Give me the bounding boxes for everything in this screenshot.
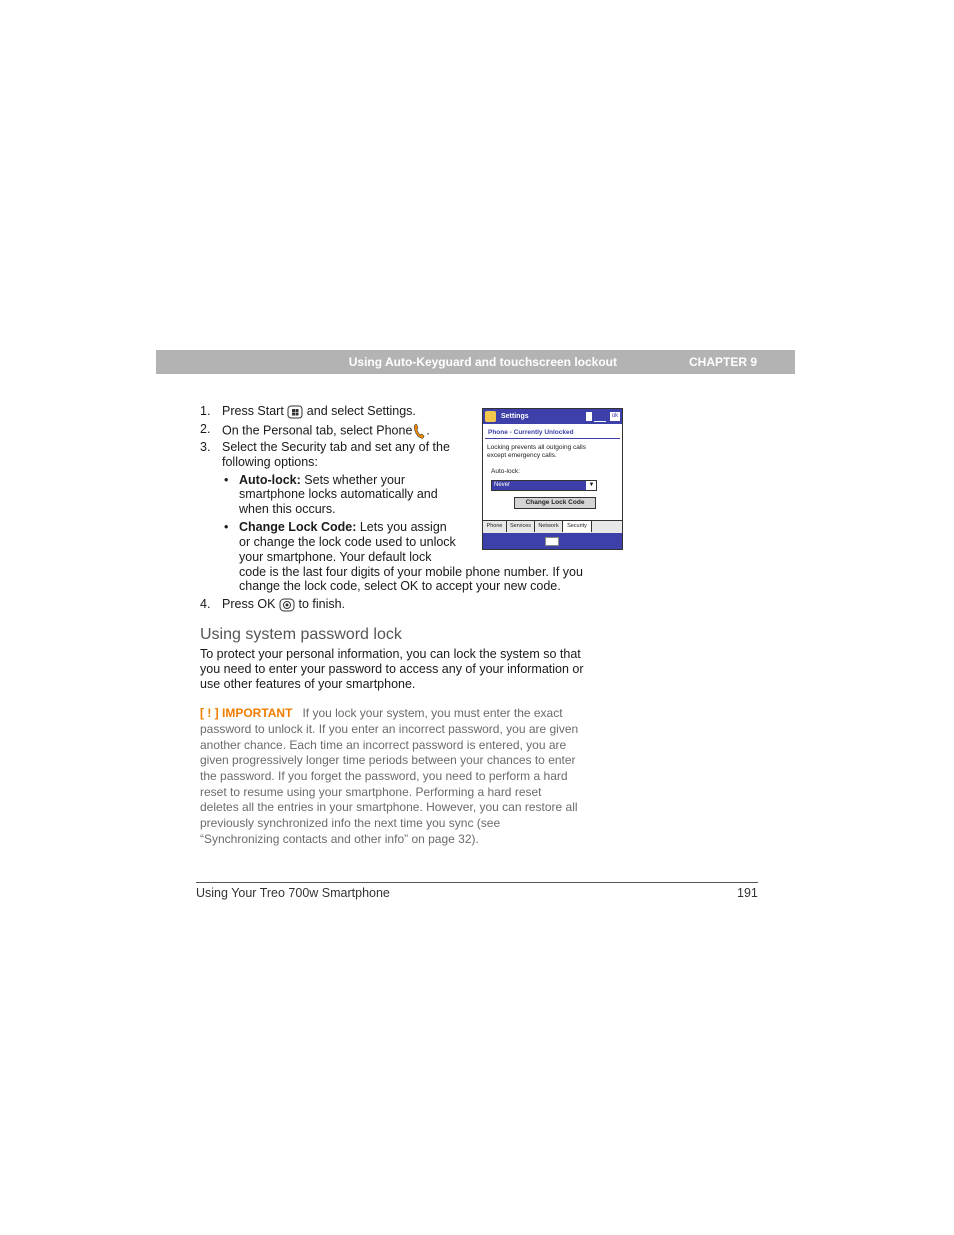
step-2-text	[222, 422, 430, 440]
important-line-4: given progressively longer time periods between your chances to enter	[200, 753, 576, 767]
step-4-text-b: to finish.	[298, 597, 346, 611]
change-code-line-2: or change the lock code used to unlock	[239, 535, 456, 549]
tab-security[interactable]: Security	[563, 521, 592, 532]
windows-flag-icon	[485, 411, 496, 422]
step-4-text	[222, 597, 345, 612]
important-line-6: reset to resume using your smartphone. Performing a hard reset	[200, 785, 542, 799]
phone-title: Settings	[501, 413, 529, 420]
header-chapter: CHAPTER 9	[688, 355, 757, 369]
phone-tab-bar	[483, 520, 622, 533]
step-3-line-2: following options:	[222, 455, 318, 469]
change-code-desc: Lets you assign	[359, 520, 447, 534]
phone-description-line-2: except emergency calls.	[487, 452, 557, 459]
auto-lock-line-1	[239, 473, 405, 488]
step-2-text-a: On the Personal tab, select Phone	[222, 423, 413, 438]
section-title: Using system password lock	[200, 626, 402, 643]
tab-phone[interactable]: Phone	[483, 521, 507, 532]
auto-lock-label: Auto-lock:	[239, 473, 301, 487]
running-header	[156, 350, 795, 374]
auto-lock-desc: Sets whether your	[304, 473, 406, 487]
step-2-text-b: .	[426, 423, 430, 438]
page-number: 191	[737, 886, 758, 900]
important-line-7: deletes all the entries in your smartphone. However, you can restore all	[200, 800, 578, 814]
tab-network[interactable]: Network	[535, 521, 563, 532]
phone-security-screenshot	[482, 408, 623, 550]
change-code-line-1	[239, 520, 447, 535]
phone-title-bar	[483, 409, 622, 424]
phone-ok-button[interactable]: ok	[611, 413, 619, 419]
change-code-line-3: your smartphone. Your default lock	[239, 550, 432, 564]
speaker-icon	[586, 412, 592, 421]
auto-lock-line-3: when this occurs.	[239, 502, 336, 516]
footer-title: Using Your Treo 700w Smartphone	[196, 886, 390, 900]
phone-autolock-label: Auto-lock:	[491, 468, 520, 475]
phone-bottom-bar	[483, 533, 622, 549]
bullet: •	[224, 473, 229, 487]
step-2-number: 2.	[200, 422, 211, 436]
step-4-text-a: Press OK	[222, 597, 276, 611]
phone-lock-status: Phone - Currently Unlocked	[488, 429, 574, 436]
step-3-number: 3.	[200, 440, 211, 454]
important-line-9: “Synchronizing contacts and other info” on page 32).	[200, 832, 479, 846]
step-4-number: 4.	[200, 597, 211, 611]
phone-description-line-1: Locking prevents all outgoing calls	[487, 444, 587, 451]
important-line-1	[200, 706, 563, 722]
phone-handset-icon	[412, 422, 426, 440]
ok-key-icon	[279, 598, 295, 612]
step-3-line-1: Select the Security tab and set any of the	[222, 440, 450, 454]
section-para-line-1: To protect your personal information, you can lock the system so that	[200, 647, 581, 661]
important-line-8: previously synchronized info the next time you sync (see	[200, 816, 501, 830]
change-code-line-5: change the lock code, select OK to accept your new code.	[239, 579, 561, 593]
important-tag: [ ! ] IMPORTANT	[200, 706, 293, 720]
autolock-value: Never	[492, 481, 586, 490]
change-code-line-4: code is the last four digits of your mobile phone number. If you	[239, 565, 583, 579]
chevron-down-icon: ▼	[588, 482, 595, 488]
start-key-icon	[287, 405, 303, 419]
step-1-text-b: and select Settings.	[306, 404, 416, 418]
footer-rule	[196, 882, 758, 883]
auto-lock-line-2: smartphone locks automatically and	[239, 487, 438, 501]
change-code-label: Change Lock Code:	[239, 520, 357, 534]
divider	[485, 438, 620, 439]
keyboard-icon[interactable]	[545, 537, 559, 546]
important-line-2: password to unlock it. If you enter an incorrect password, you are given	[200, 722, 579, 736]
autolock-dropdown[interactable]	[491, 480, 597, 491]
section-para-line-3: use other features of your smartphone.	[200, 677, 416, 691]
step-1-text-a: Press Start	[222, 404, 284, 418]
change-lock-code-button[interactable]: Change Lock Code	[514, 497, 596, 509]
section-para-line-2: you need to enter your password to access any of your information or	[200, 662, 584, 676]
step-1-text	[222, 404, 416, 419]
tab-services[interactable]: Services	[507, 521, 535, 532]
important-line-5: the password. If you forget the password, you need to perform a hard	[200, 769, 568, 783]
step-1-number: 1.	[200, 404, 211, 418]
header-section-title: Using Auto-Keyguard and touchscreen lockout	[348, 355, 617, 369]
bullet: •	[224, 520, 229, 534]
signal-icon	[594, 412, 606, 422]
important-line-3: another chance. Each time an incorrect password is entered, you are	[200, 738, 567, 752]
phone-description	[487, 444, 586, 460]
important-text: If you lock your system, you must enter the exact	[302, 706, 563, 720]
